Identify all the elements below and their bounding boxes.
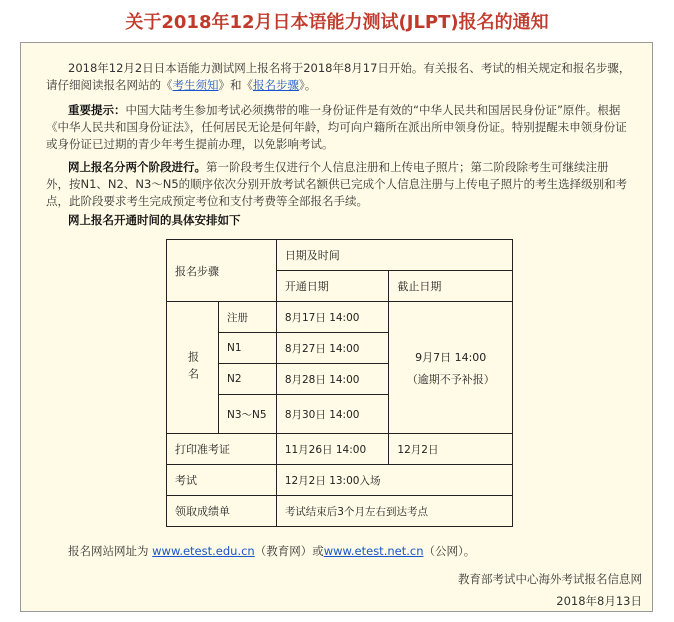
important-notice: [46, 102, 631, 153]
open-cell: 8月28日 14:00: [276, 364, 389, 395]
result-value: 考试结束后3个月左右到达考点: [276, 496, 512, 527]
table-row: [167, 496, 513, 527]
close-note: （逾期不予补报）: [406, 372, 495, 386]
step-cell: N3～N5: [218, 395, 276, 434]
exam-value: 12月2日 13:00入场: [276, 465, 512, 496]
table-row: [167, 302, 513, 333]
website-line: 报名网站网址为 www.etest.edu.cn（教育网）或www.etest.net.cn（公网）。: [68, 544, 476, 558]
open-cell: 8月27日 14:00: [276, 333, 389, 364]
phases-text: 第一阶段考生仅进行个人信息注册和上传电子照片；第二阶段除考生可继续注册外，按N1、N2、N3～N5的顺序依次分别开放考试名额供已完成个人信息注册与上传电子照片的考生选择级别和考点，此阶段要求考生完成预定考位和支付考费等全部报名手续。: [46, 160, 628, 208]
link-registration-steps[interactable]: 报名步骤: [253, 78, 299, 92]
notice-text: 中国大陆考生参加考试必须携带的唯一身份证件是有效的“中华人民共和国居民身份证”原件。根据《中华人民共和国身份证法》，任何居民无论是何年龄，均可向户籍所在派出所申领身份证。特别提醒未申领身份证或身份证已过期的青少年考生提前办理，以免影响考试。: [46, 103, 627, 151]
intro-text-mid: 》和《: [218, 78, 253, 92]
print-close: 12月2日: [389, 434, 513, 465]
phases-label: 网上报名分两个阶段进行。: [68, 160, 206, 174]
header-open: 开通日期: [276, 271, 389, 302]
header-close: 截止日期: [389, 271, 513, 302]
link-edu-site[interactable]: www.etest.edu.cn: [152, 544, 255, 558]
table-row: [167, 434, 513, 465]
close-cell: [389, 302, 513, 434]
intro-text-after: 》。: [299, 78, 317, 92]
group-label-registration: 报名: [167, 302, 219, 434]
print-open: 11月26日 14:00: [276, 434, 389, 465]
step-cell: N2: [218, 364, 276, 395]
intro-text-before: 2018年12月2日日本语能力测试网上报名将于2018年8月17日开始。有关报名、考试的相关规定和报名步骤，请仔细阅读报名网站的《: [46, 61, 631, 92]
header-step: 报名步骤: [167, 240, 277, 302]
page-title: 关于2018年12月日本语能力测试(JLPT)报名的通知: [125, 12, 549, 33]
exam-label: 考试: [167, 465, 277, 496]
link-net-site[interactable]: www.etest.net.cn: [323, 544, 424, 558]
link-candidate-notice[interactable]: 考生须知: [172, 78, 219, 92]
schedule-table: [166, 239, 513, 527]
footer-date: 2018年8月13日: [556, 594, 642, 608]
notice-label: 重要提示：: [68, 103, 126, 117]
close-date: 9月7日 14:00: [415, 350, 487, 364]
step-cell: 注册: [218, 302, 276, 333]
phases-paragraph: [46, 159, 631, 210]
step-cell: N1: [218, 333, 276, 364]
table-row: [167, 240, 513, 271]
table-row: [167, 465, 513, 496]
intro-paragraph: [46, 60, 631, 94]
open-cell: 8月30日 14:00: [276, 395, 389, 434]
result-label: 领取成绩单: [167, 496, 277, 527]
footer-org: 教育部考试中心海外考试报名信息网: [458, 572, 642, 586]
header-datetime: 日期及时间: [276, 240, 512, 271]
open-cell: 8月17日 14:00: [276, 302, 389, 333]
schedule-heading: 网上报名开通时间的具体安排如下: [68, 213, 241, 227]
print-label: 打印准考证: [167, 434, 277, 465]
